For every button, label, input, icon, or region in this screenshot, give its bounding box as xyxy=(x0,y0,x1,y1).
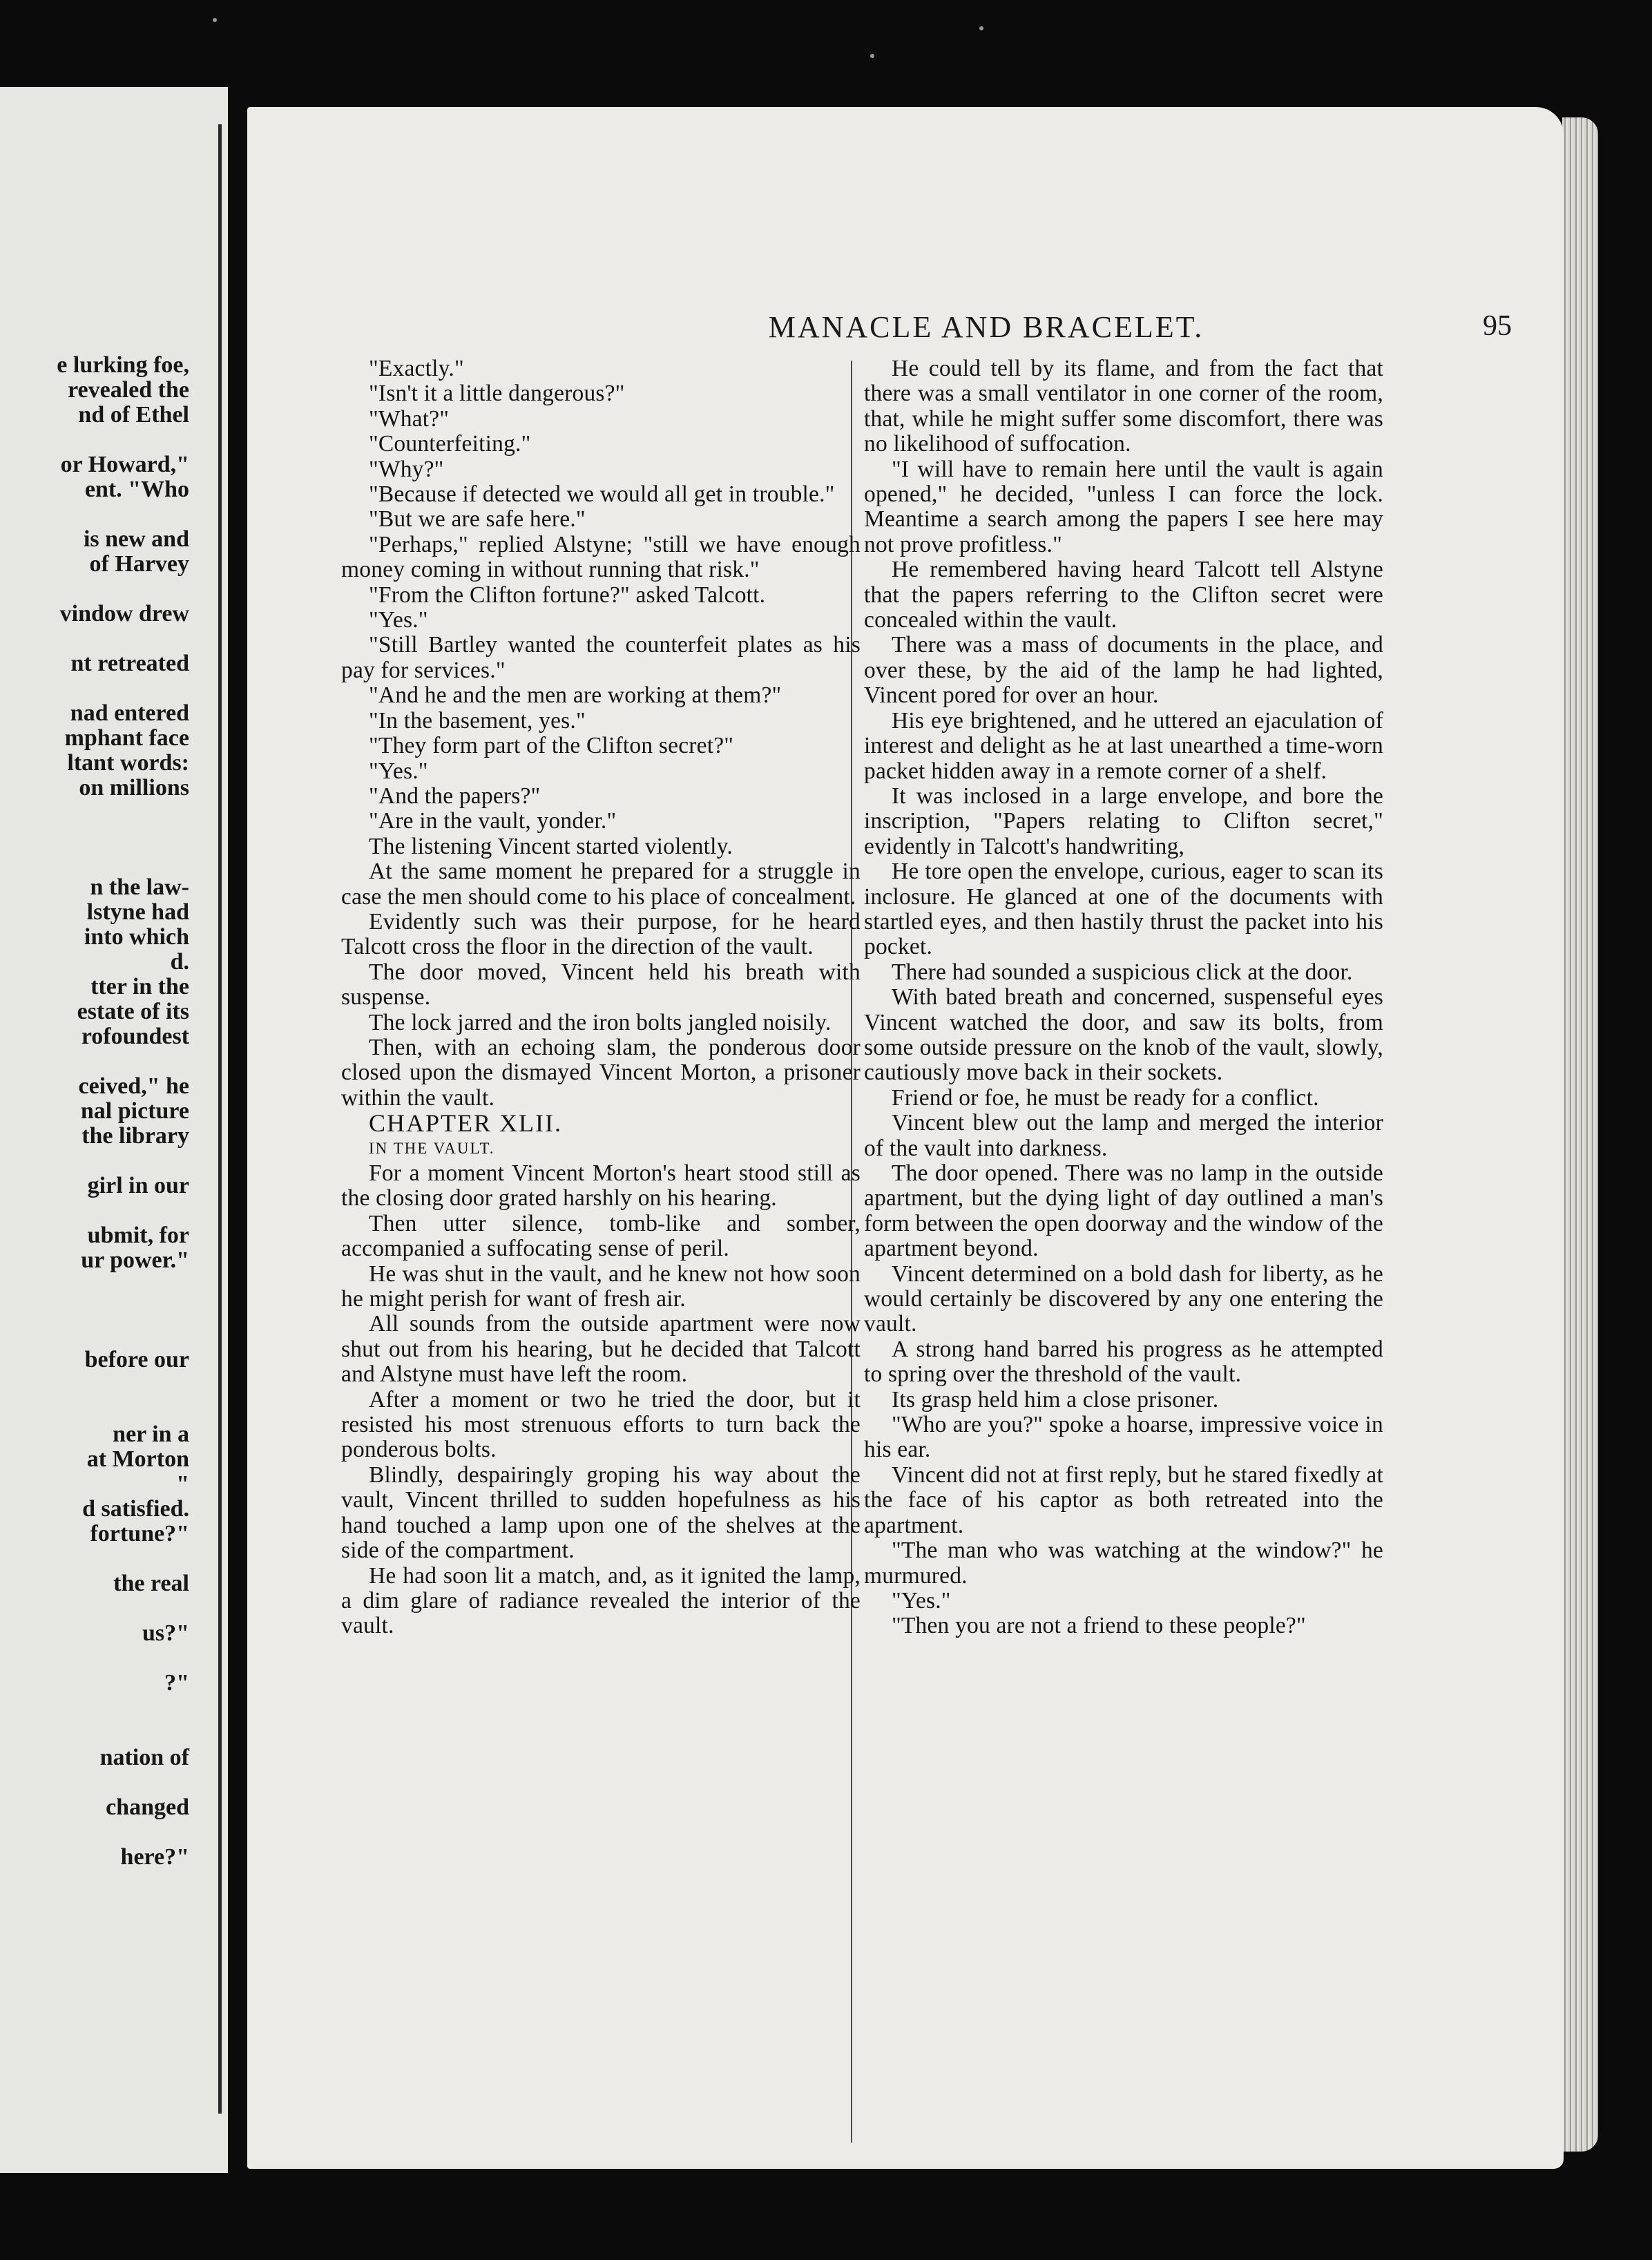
paragraph: It was inclosed in a large envelope, and bore the inscription, "Papers relating to Clifton secret," evidently in Talcott's handwriting, xyxy=(864,783,1383,859)
facing-page-line: d satisfied. xyxy=(82,1496,189,1522)
facing-page-line: d. xyxy=(170,949,189,975)
paragraph: Its grasp held him a close prisoner. xyxy=(892,1386,1219,1412)
facing-page-line: into which xyxy=(84,924,189,950)
paragraph: "Yes." xyxy=(369,758,428,784)
column-left-paragraphs-before xyxy=(341,356,861,1111)
paragraph: "I will have to remain here until the vault is again opened," he decided, "unless I can force the lock. Meantime a search among the papers I see here may not prove profitless." xyxy=(864,456,1383,557)
facing-page-line: us?" xyxy=(142,1620,189,1646)
paragraph: There was a mass of documents in the place, and over these, by the aid of the lamp he had lighted, Vincent pored for over an hour. xyxy=(864,632,1383,709)
facing-page-line: e lurking foe, xyxy=(57,352,189,378)
facing-page-line: nal picture xyxy=(80,1098,189,1124)
paragraph: The listening Vincent started violently. xyxy=(369,833,733,859)
facing-page-line: nt retreated xyxy=(70,651,189,676)
scan-speck xyxy=(213,18,217,22)
facing-page-line: before our xyxy=(84,1347,189,1372)
facing-page-line: nad entered xyxy=(70,700,189,726)
paragraph: The door moved, Vincent held his breath with suspense. xyxy=(341,959,861,1011)
facing-page-line: here?" xyxy=(120,1844,189,1870)
column-left-paragraphs-after xyxy=(341,1161,861,1639)
paragraph: He remembered having heard Talcott tell Alstyne that the papers referring to the Clifton secret were concealed within the vault. xyxy=(864,557,1383,633)
paragraph: Blindly, despairingly groping his way about the vault, Vincent thrilled to sudden hopefulness as his hand touched a lamp upon one of the shelves at the side of the compartment. xyxy=(341,1462,861,1564)
paragraph: "Isn't it a little dangerous?" xyxy=(369,381,625,407)
paragraph: At the same moment he prepared for a struggle in case the men should come to his place of concealment. xyxy=(341,859,861,910)
chapter-title: CHAPTER XLII. xyxy=(369,1109,562,1138)
paragraph: Vincent blew out the lamp and merged the interior of the vault into darkness. xyxy=(864,1110,1383,1161)
facing-page-line: girl in our xyxy=(87,1173,189,1198)
paragraph: "But we are safe here." xyxy=(369,506,586,533)
paragraph: Then, with an echoing slam, the ponderous door closed upon the dismayed Vincent Morton, a prisoner within the vault. xyxy=(341,1034,861,1111)
facing-page-line: tter in the xyxy=(90,974,189,999)
facing-page-line: " xyxy=(176,1471,189,1497)
paragraph: "And he and the men are working at them?" xyxy=(369,682,782,709)
paragraph: "Yes." xyxy=(892,1587,951,1613)
paragraph: "In the basement, yes." xyxy=(369,707,586,734)
facing-page-line: at Morton xyxy=(86,1446,189,1472)
paragraph: He tore open the envelope, curious, eager to scan its inclosure. He glanced at one of the documents with startled eyes, and then hastily thrust the packet into his pocket. xyxy=(864,859,1383,960)
facing-page-line: ubmit, for xyxy=(87,1223,189,1248)
paragraph: "The man who was watching at the window?" he murmured. xyxy=(864,1538,1383,1589)
paragraph: "Why?" xyxy=(369,456,444,482)
facing-page-line: of Harvey xyxy=(89,551,189,577)
page-number: 95 xyxy=(1483,310,1512,342)
paragraph: "Yes." xyxy=(369,607,428,633)
book-gutter xyxy=(228,87,247,2173)
paragraph: "Are in the vault, yonder." xyxy=(369,808,617,834)
paragraph: "And the papers?" xyxy=(369,783,541,809)
paragraph: "Still Bartley wanted the counterfeit plates as his pay for services." xyxy=(341,632,861,683)
paragraph: "Perhaps," replied Alstyne; "still we have enough money coming in without running that risk." xyxy=(341,531,861,583)
column-right-paragraphs xyxy=(864,356,1383,1639)
page-fold-line xyxy=(218,124,222,2114)
facing-page-line: mphant face xyxy=(64,725,189,751)
paragraph: For a moment Vincent Morton's heart stood still as the closing door grated harshly on his hearing. xyxy=(341,1160,861,1212)
facing-page-line: ent. "Who xyxy=(84,477,189,502)
paragraph: He was shut in the vault, and he knew not how soon he might perish for want of fresh air. xyxy=(341,1261,861,1312)
scan-speck xyxy=(979,26,983,30)
page-edges xyxy=(1562,117,1598,2152)
text-column-left xyxy=(341,356,861,1639)
facing-page-line: the real xyxy=(113,1571,189,1596)
scan-speck xyxy=(870,54,874,58)
facing-page-line: nation of xyxy=(99,1745,189,1770)
facing-page-line: fortune?" xyxy=(90,1521,189,1546)
paragraph: Friend or foe, he must be ready for a conflict. xyxy=(892,1084,1319,1111)
facing-page-line: or Howard," xyxy=(60,452,189,477)
paragraph: "They form part of the Clifton secret?" xyxy=(369,733,734,759)
facing-page-line: vindow drew xyxy=(59,601,189,626)
paragraph: A strong hand barred his progress as he attempted to spring over the threshold of the vault. xyxy=(864,1336,1383,1388)
paragraph: "Exactly." xyxy=(369,356,464,381)
paragraph: "What?" xyxy=(369,405,450,432)
facing-page-line: is new and xyxy=(83,526,189,552)
paragraph: Vincent determined on a bold dash for liberty, as he would certainly be discovered by any one entering the vault. xyxy=(864,1261,1383,1337)
paragraph: Vincent did not at first reply, but he stared fixedly at the face of his captor as both retreated into the apartment. xyxy=(864,1462,1383,1538)
paragraph: Evidently such was their purpose, for he heard Talcott cross the floor in the direction of the vault. xyxy=(341,908,861,960)
facing-page-line: the library xyxy=(81,1123,189,1149)
facing-page-left xyxy=(0,87,228,2173)
facing-page-line: on millions xyxy=(79,775,189,801)
facing-page-line: ur power." xyxy=(81,1247,189,1273)
facing-page-line: revealed the xyxy=(68,377,189,403)
paragraph: There had sounded a suspicious click at the door. xyxy=(892,959,1353,985)
facing-page-line: nd of Ethel xyxy=(78,402,189,428)
facing-page-line: n the law- xyxy=(90,874,189,900)
facing-page-line: changed xyxy=(106,1794,189,1820)
facing-page-line: ?" xyxy=(164,1670,189,1696)
paragraph: "Because if detected we would all get in trouble." xyxy=(369,481,835,508)
facing-page-line: lstyne had xyxy=(86,899,189,925)
paragraph: "From the Clifton fortune?" asked Talcott. xyxy=(369,582,766,608)
paragraph: After a moment or two he tried the door, but it resisted his most strenuous efforts to turn back the ponderous bolts. xyxy=(341,1386,861,1463)
paragraph: Then utter silence, tomb-like and somber, accompanied a suffocating sense of peril. xyxy=(341,1210,861,1262)
paragraph: The lock jarred and the iron bolts jangled noisily. xyxy=(369,1009,832,1035)
facing-page-line: estate of its xyxy=(77,999,189,1024)
facing-page-line: ner in a xyxy=(113,1421,189,1447)
paragraph: The door opened. There was no lamp in the outside apartment, but the dying light of day outlined a man's form between the open doorway and the window of the apartment beyond. xyxy=(864,1160,1383,1262)
facing-page-line: rofoundest xyxy=(81,1024,189,1049)
page-right xyxy=(247,107,1564,2169)
chapter-subtitle: IN THE VAULT. xyxy=(369,1139,495,1157)
paragraph: All sounds from the outside apartment were now shut out from his hearing, but he decided that Talcott and Alstyne must have left the room. xyxy=(341,1311,861,1388)
paragraph: "Counterfeiting." xyxy=(369,431,531,457)
paragraph: "Who are you?" spoke a hoarse, impressive voice in his ear. xyxy=(864,1412,1383,1463)
paragraph: He could tell by its flame, and from the fact that there was a small ventilator in one corner of the room, that, while he might suffer some discomfort, there was no likelihood of suffocation. xyxy=(864,356,1383,457)
text-column-right xyxy=(864,356,1383,1639)
running-header-title: MANACLE AND BRACELET. xyxy=(768,310,1204,344)
paragraph: He had soon lit a match, and, as it ignited the lamp, a dim glare of radiance revealed the interior of the vault. xyxy=(341,1562,861,1639)
paragraph: With bated breath and concerned, suspenseful eyes Vincent watched the door, and saw its bolts, from some outside pressure on the knob of the vault, slowly, cautiously move back in their sockets. xyxy=(864,984,1383,1086)
paragraph: His eye brightened, and he uttered an ejaculation of interest and delight as he at last unearthed a time-worn packet hidden away in a remote corner of a shelf. xyxy=(864,707,1383,784)
facing-page-line: ltant words: xyxy=(67,750,189,776)
paragraph: "Then you are not a friend to these people?" xyxy=(892,1613,1306,1639)
facing-page-line: ceived," he xyxy=(78,1073,189,1099)
